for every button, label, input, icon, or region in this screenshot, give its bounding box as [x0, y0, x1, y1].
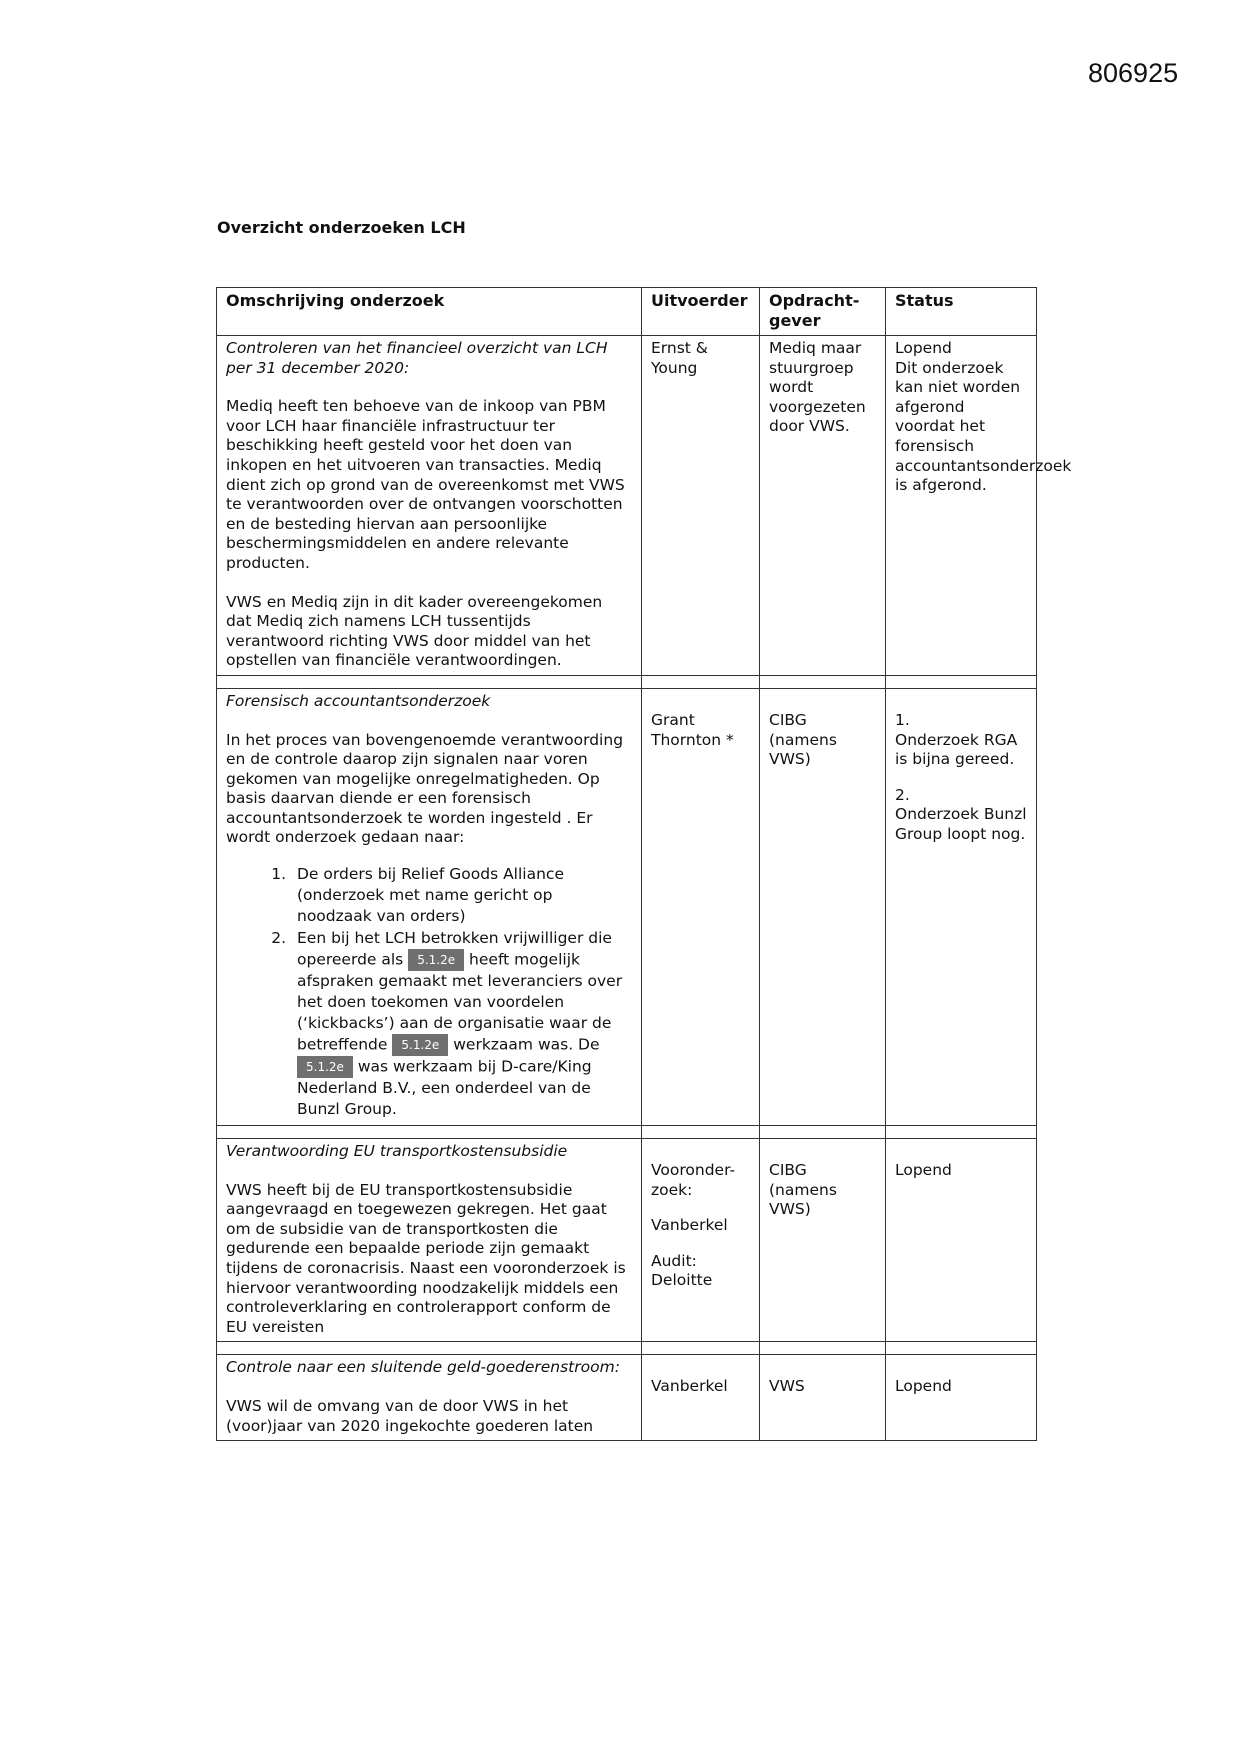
row4-executor: Vanberkel: [642, 1355, 760, 1441]
spacer-row: [217, 1126, 1037, 1139]
row4-description: [217, 1355, 642, 1441]
row3-description: [217, 1139, 642, 1342]
row1-para2: VWS en Mediq zijn in dit kader overeengekomen dat Mediq zich namens LCH tussentijds verantwoord richting VWS door middel van het opstellen van financiële verantwoordingen.: [226, 592, 603, 670]
item2-text-b: heeft mogelijk afspraken gemaakt met leveranciers over het doen toekomen van voordelen (‘kickbacks’) aan de organisatie waar de betreffende: [297, 950, 623, 1054]
table-header-row: [217, 288, 1037, 336]
list-item: [291, 928, 632, 1120]
row4-title: Controle naar een sluitende geld-goederenstroom:: [226, 1358, 620, 1377]
document-number: 806925: [1088, 58, 1179, 88]
redaction-mark: 5.1.2e: [408, 949, 464, 971]
row3-executor: [642, 1139, 760, 1342]
status-item-text: Onderzoek RGA is bijna gereed.: [895, 730, 1018, 769]
header-status: Status: [886, 288, 1037, 336]
row2-description: [217, 688, 642, 1125]
status-item-number: 2.: [895, 785, 910, 804]
table-row: [217, 688, 1037, 1125]
item2-text-d: was werkzaam bij D-care/King Nederland B.V., een onderdeel van de Bunzl Group.: [297, 1057, 592, 1119]
row2-status: [886, 688, 1037, 1125]
row1-description: [217, 336, 642, 676]
spacer-row: [217, 675, 1037, 688]
item2-text-c: werkzaam was. De: [453, 1035, 600, 1054]
row3-para1: VWS heeft bij de EU transportkostensubsidie aangevraagd en toegewezen gekregen. Het gaat om de subsidie van de transportkosten die gedurende een bepaalde periode zijn gemaakt tijdens de coronacrisis. Naast een vooronderzoek is hiervoor verantwoording noodzakelijk middels een controleverklaring en controlerapport conform de EU vereisten: [226, 1180, 626, 1336]
row1-status: [886, 336, 1072, 676]
status-item-number: 1.: [895, 710, 910, 729]
row2-para1: In het proces van bovengenoemde verantwoording en de controle daarop zijn signalen naar voren gekomen van mogelijke onregelmatigheden. Op basis daarvan diende er een forensisch accountantsonderzoek te worden ingesteld . Er wordt onderzoek gedaan naar:: [226, 730, 624, 847]
investigations-table: [216, 287, 1072, 1441]
redaction-mark: 5.1.2e: [297, 1056, 353, 1078]
row1-client: Mediq maar stuurgroep wordt voorgezeten door VWS.: [760, 336, 886, 676]
redaction-mark: 5.1.2e: [392, 1034, 448, 1056]
row1-status-line2: Dit onderzoek kan niet worden afgerond voordat het forensisch accountantsonderzoek is afgerond.: [895, 358, 1072, 495]
row3-status: Lopend: [886, 1139, 1037, 1342]
status-item-text: Onderzoek Bunzl Group loopt nog.: [895, 805, 1027, 843]
row3-executor-2: Vanberkel: [651, 1216, 728, 1235]
page-title: Overzicht onderzoeken LCH: [217, 218, 466, 237]
row3-executor-3: Audit: Deloitte: [651, 1251, 713, 1290]
header-description: Omschrijving onderzoek: [217, 288, 642, 336]
row2-executor: Grant Thornton *: [642, 688, 760, 1125]
table-row: [217, 336, 1037, 676]
row1-status-line1: Lopend: [895, 339, 952, 357]
row2-client: CIBG (namens VWS): [760, 688, 886, 1125]
header-client: Opdracht-gever: [760, 288, 886, 336]
item2-text-a: Een bij het LCH betrokken vrijwilliger die opereerde als: [297, 929, 612, 969]
row2-title: Forensisch accountantsonderzoek: [226, 691, 491, 710]
list-item: 1. De orders bij Relief Goods Alliance (onderzoek met name gericht op noodzaak van orders): [291, 864, 632, 927]
header-executor: Uitvoerder: [642, 288, 760, 336]
row1-executor: Ernst & Young: [642, 336, 760, 676]
table-row: [217, 1355, 1037, 1441]
row2-list: [226, 864, 632, 1120]
row3-client: CIBG (namens VWS): [760, 1139, 886, 1342]
row4-client: VWS: [760, 1355, 886, 1441]
spacer-row: [217, 1342, 1037, 1355]
row3-executor-1: Vooronder-zoek:: [651, 1161, 736, 1199]
table-row: [217, 1139, 1037, 1342]
row4-status: Lopend: [886, 1355, 1037, 1441]
row3-title: Verantwoording EU transportkostensubsidie: [226, 1142, 568, 1161]
row1-title: Controleren van het financieel overzicht van LCH per 31 december 2020:: [226, 339, 608, 377]
row1-para1: Mediq heeft ten behoeve van de inkoop van PBM voor LCH haar financiële infrastructuur ter beschikking heeft gesteld voor het doen van inkopen en het uitvoeren van transacties. Mediq dient zich op grond van de overeenkomst met VWS te verantwoorden over de ontvangen voorschotten en de besteding hiervan aan persoonlijke beschermingsmiddelen en andere relevante producten.: [226, 397, 625, 572]
row4-para1: VWS wil de omvang van de door VWS in het (voor)jaar van 2020 ingekochte goederen laten: [226, 1397, 594, 1435]
